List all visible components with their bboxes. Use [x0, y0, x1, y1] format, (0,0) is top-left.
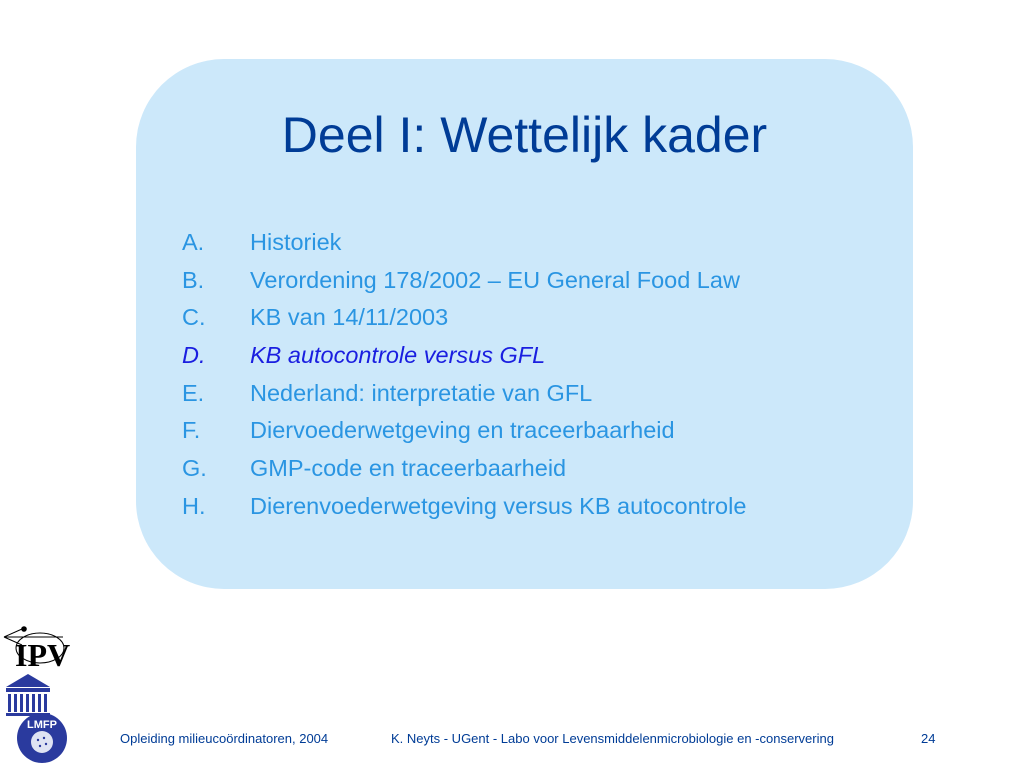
agenda-item-text: Dierenvoederwetgeving versus KB autocontrole [250, 492, 747, 519]
agenda-list [182, 224, 746, 526]
agenda-item-b [182, 262, 746, 300]
footer-page-number: 24 [921, 731, 936, 746]
agenda-item-text: GMP-code en traceerbaarheid [250, 455, 567, 482]
agenda-item-f [182, 412, 746, 450]
svg-text:LMFP: LMFP [27, 719, 57, 731]
agenda-item-text: Historiek [250, 229, 342, 255]
agenda-item-c [182, 299, 746, 337]
agenda-item-text: KB autocontrole versus GFL [250, 342, 546, 369]
agenda-item-letter: H. [182, 492, 206, 519]
lmfp-logo [17, 713, 67, 763]
footer-course: Opleiding milieucoördinatoren, 2004 [120, 731, 329, 746]
agenda-item-h [182, 488, 746, 526]
agenda-item-letter: A. [182, 229, 205, 255]
agenda-item-letter: B. [182, 266, 205, 293]
agenda-item-e [182, 375, 746, 413]
agenda-item-g [182, 450, 746, 488]
agenda-item-letter: E. [182, 379, 205, 406]
building-logo [6, 674, 50, 716]
agenda-item-d-current [182, 337, 746, 375]
svg-text:IPV: IPV [15, 637, 71, 673]
ipv-logo [4, 626, 70, 673]
slide-title: Deel I: Wettelijk kader [281, 107, 768, 163]
agenda-item-text: Nederland: interpretatie van GFL [250, 379, 593, 406]
agenda-item-letter: C. [182, 304, 206, 331]
agenda-item-text: Diervoederwetgeving en traceerbaarheid [250, 417, 675, 444]
agenda-item-a [182, 224, 746, 262]
institution-logos [2, 624, 72, 764]
agenda-item-letter: G. [182, 455, 207, 482]
agenda-item-text: Verordening 178/2002 – EU General Food Law [250, 266, 740, 293]
agenda-item-text: KB van 14/11/2003 [250, 304, 449, 331]
agenda-item-letter: F. [182, 417, 201, 444]
agenda-item-letter: D. [182, 342, 206, 369]
footer-author: K. Neyts - UGent - Labo voor Levensmiddelenmicrobiologie en -conservering [391, 731, 834, 746]
